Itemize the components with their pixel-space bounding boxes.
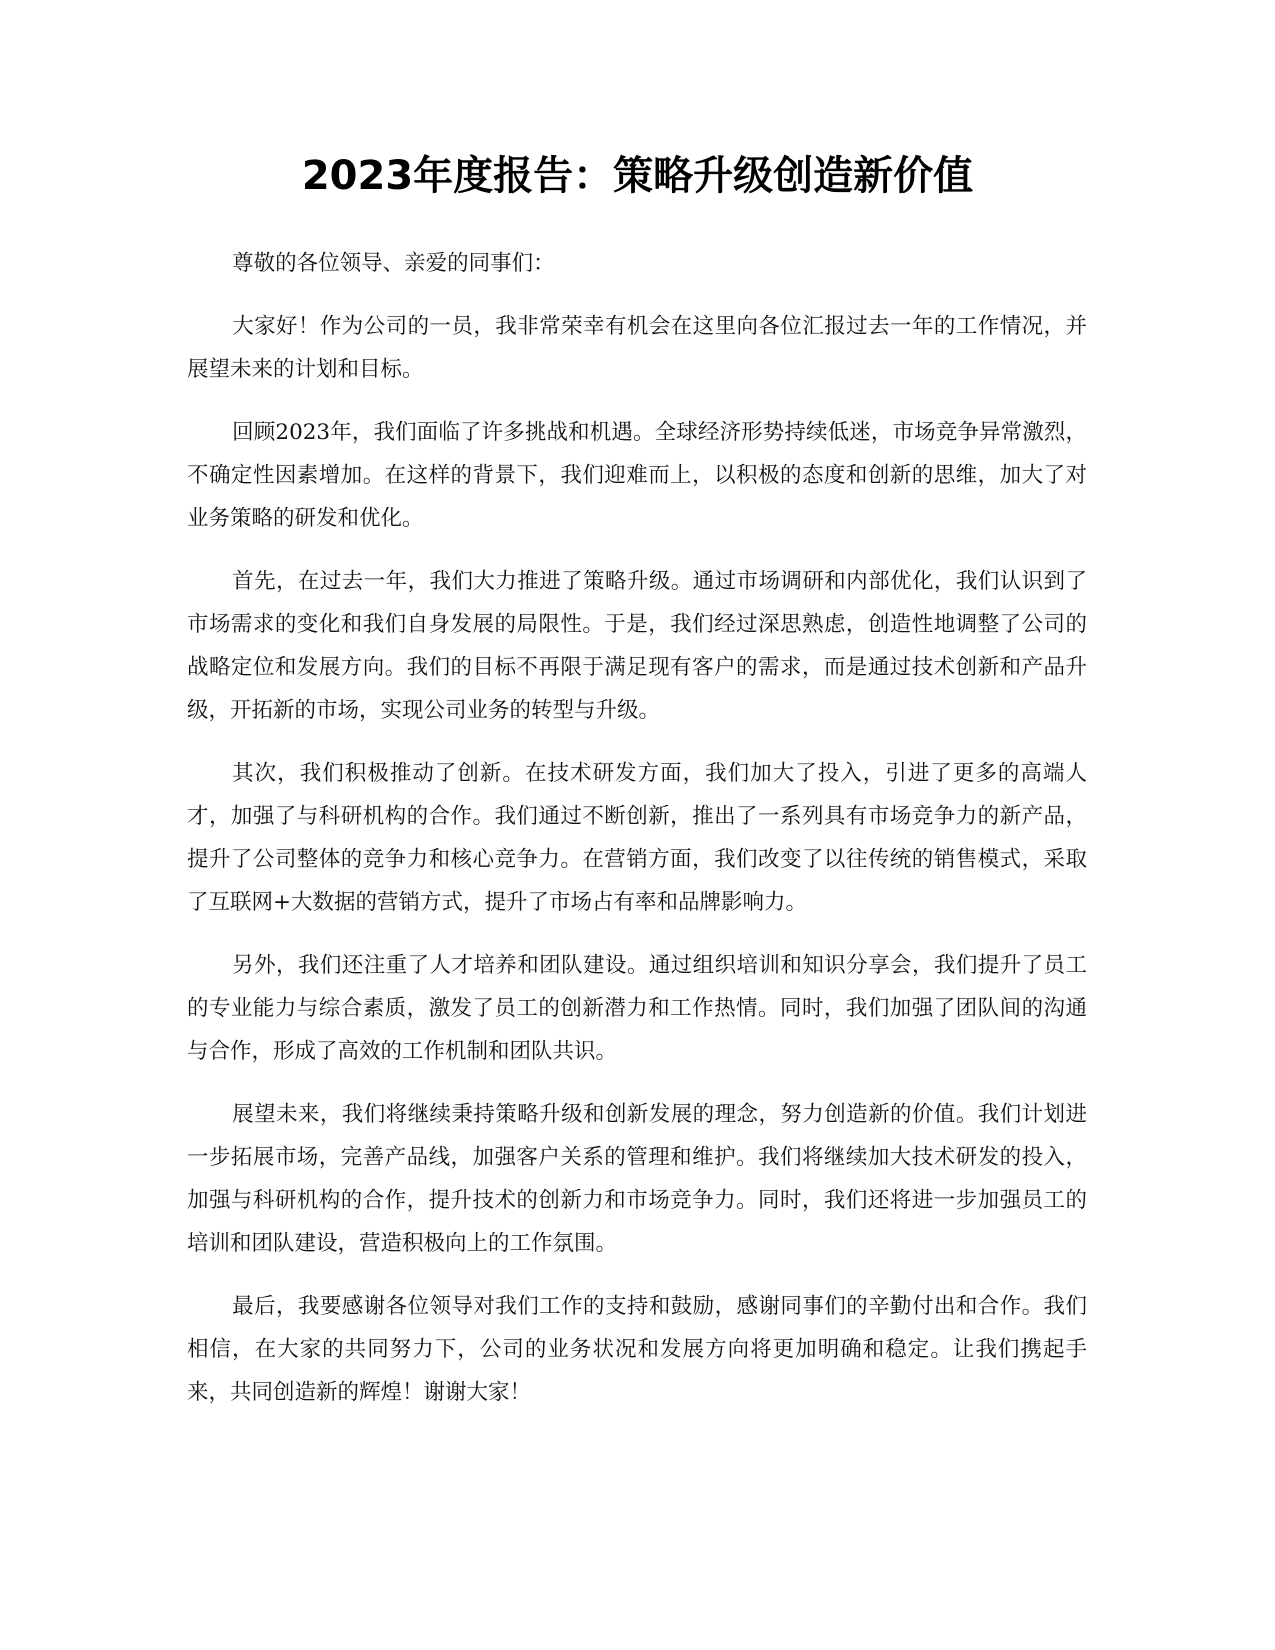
closing-paragraph: 最后，我要感谢各位领导对我们工作的支持和鼓励，感谢同事们的辛勤付出和合作。我们相信，在大家的共同努力下，公司的业务状况和发展方向将更加明确和稳定。让我们携起手来，共同创造新的辉煌！谢谢大家！ — [187, 1294, 1087, 1405]
talent-paragraph: 另外，我们还注重了人才培养和团队建设。通过组织培训和知识分享会，我们提升了员工的专业能力与综合素质，激发了员工的创新潜力和工作热情。同时，我们加强了团队间的沟通与合作，形成了高效的工作机制和团队共识。 — [187, 953, 1087, 1064]
innovation-paragraph: 其次，我们积极推动了创新。在技术研发方面，我们加大了投入，引进了更多的高端人才，加强了与科研机构的合作。我们通过不断创新，推出了一系列具有市场竞争力的新产品，提升了公司整体的竞争力和核心竞争力。在营销方面，我们改变了以往传统的销售模式，采取了互联网+大数据的营销方式，提升了市场占有率和品牌影响力。 — [187, 761, 1087, 915]
document-title: 2023年度报告：策略升级创造新价值 — [301, 153, 974, 199]
outlook-paragraph: 展望未来，我们将继续秉持策略升级和创新发展的理念，努力创造新的价值。我们计划进一步拓展市场，完善产品线，加强客户关系的管理和维护。我们将继续加大技术研发的投入，加强与科研机构的合作，提升技术的创新力和市场竞争力。同时，我们还将进一步加强员工的培训和团队建设，营造积极向上的工作氛围。 — [187, 1102, 1087, 1256]
strategy-paragraph: 首先，在过去一年，我们大力推进了策略升级。通过市场调研和内部优化，我们认识到了市场需求的变化和我们自身发展的局限性。于是，我们经过深思熟虑，创造性地调整了公司的战略定位和发展方向。我们的目标不再限于满足现有客户的需求，而是通过技术创新和产品升级，开拓新的市场，实现公司业务的转型与升级。 — [187, 569, 1087, 723]
review-paragraph: 回顾2023年，我们面临了许多挑战和机遇。全球经济形势持续低迷，市场竞争异常激烈，不确定性因素增加。在这样的背景下，我们迎难而上，以积极的态度和创新的思维，加大了对业务策略的研发和优化。 — [187, 420, 1087, 531]
salutation-paragraph: 尊敬的各位领导、亲爱的同事们： — [232, 251, 555, 276]
document-body — [187, 242, 1087, 1434]
greeting-paragraph: 大家好！作为公司的一员，我非常荣幸有机会在这里向各位汇报过去一年的工作情况，并展望未来的计划和目标。 — [187, 314, 1087, 382]
